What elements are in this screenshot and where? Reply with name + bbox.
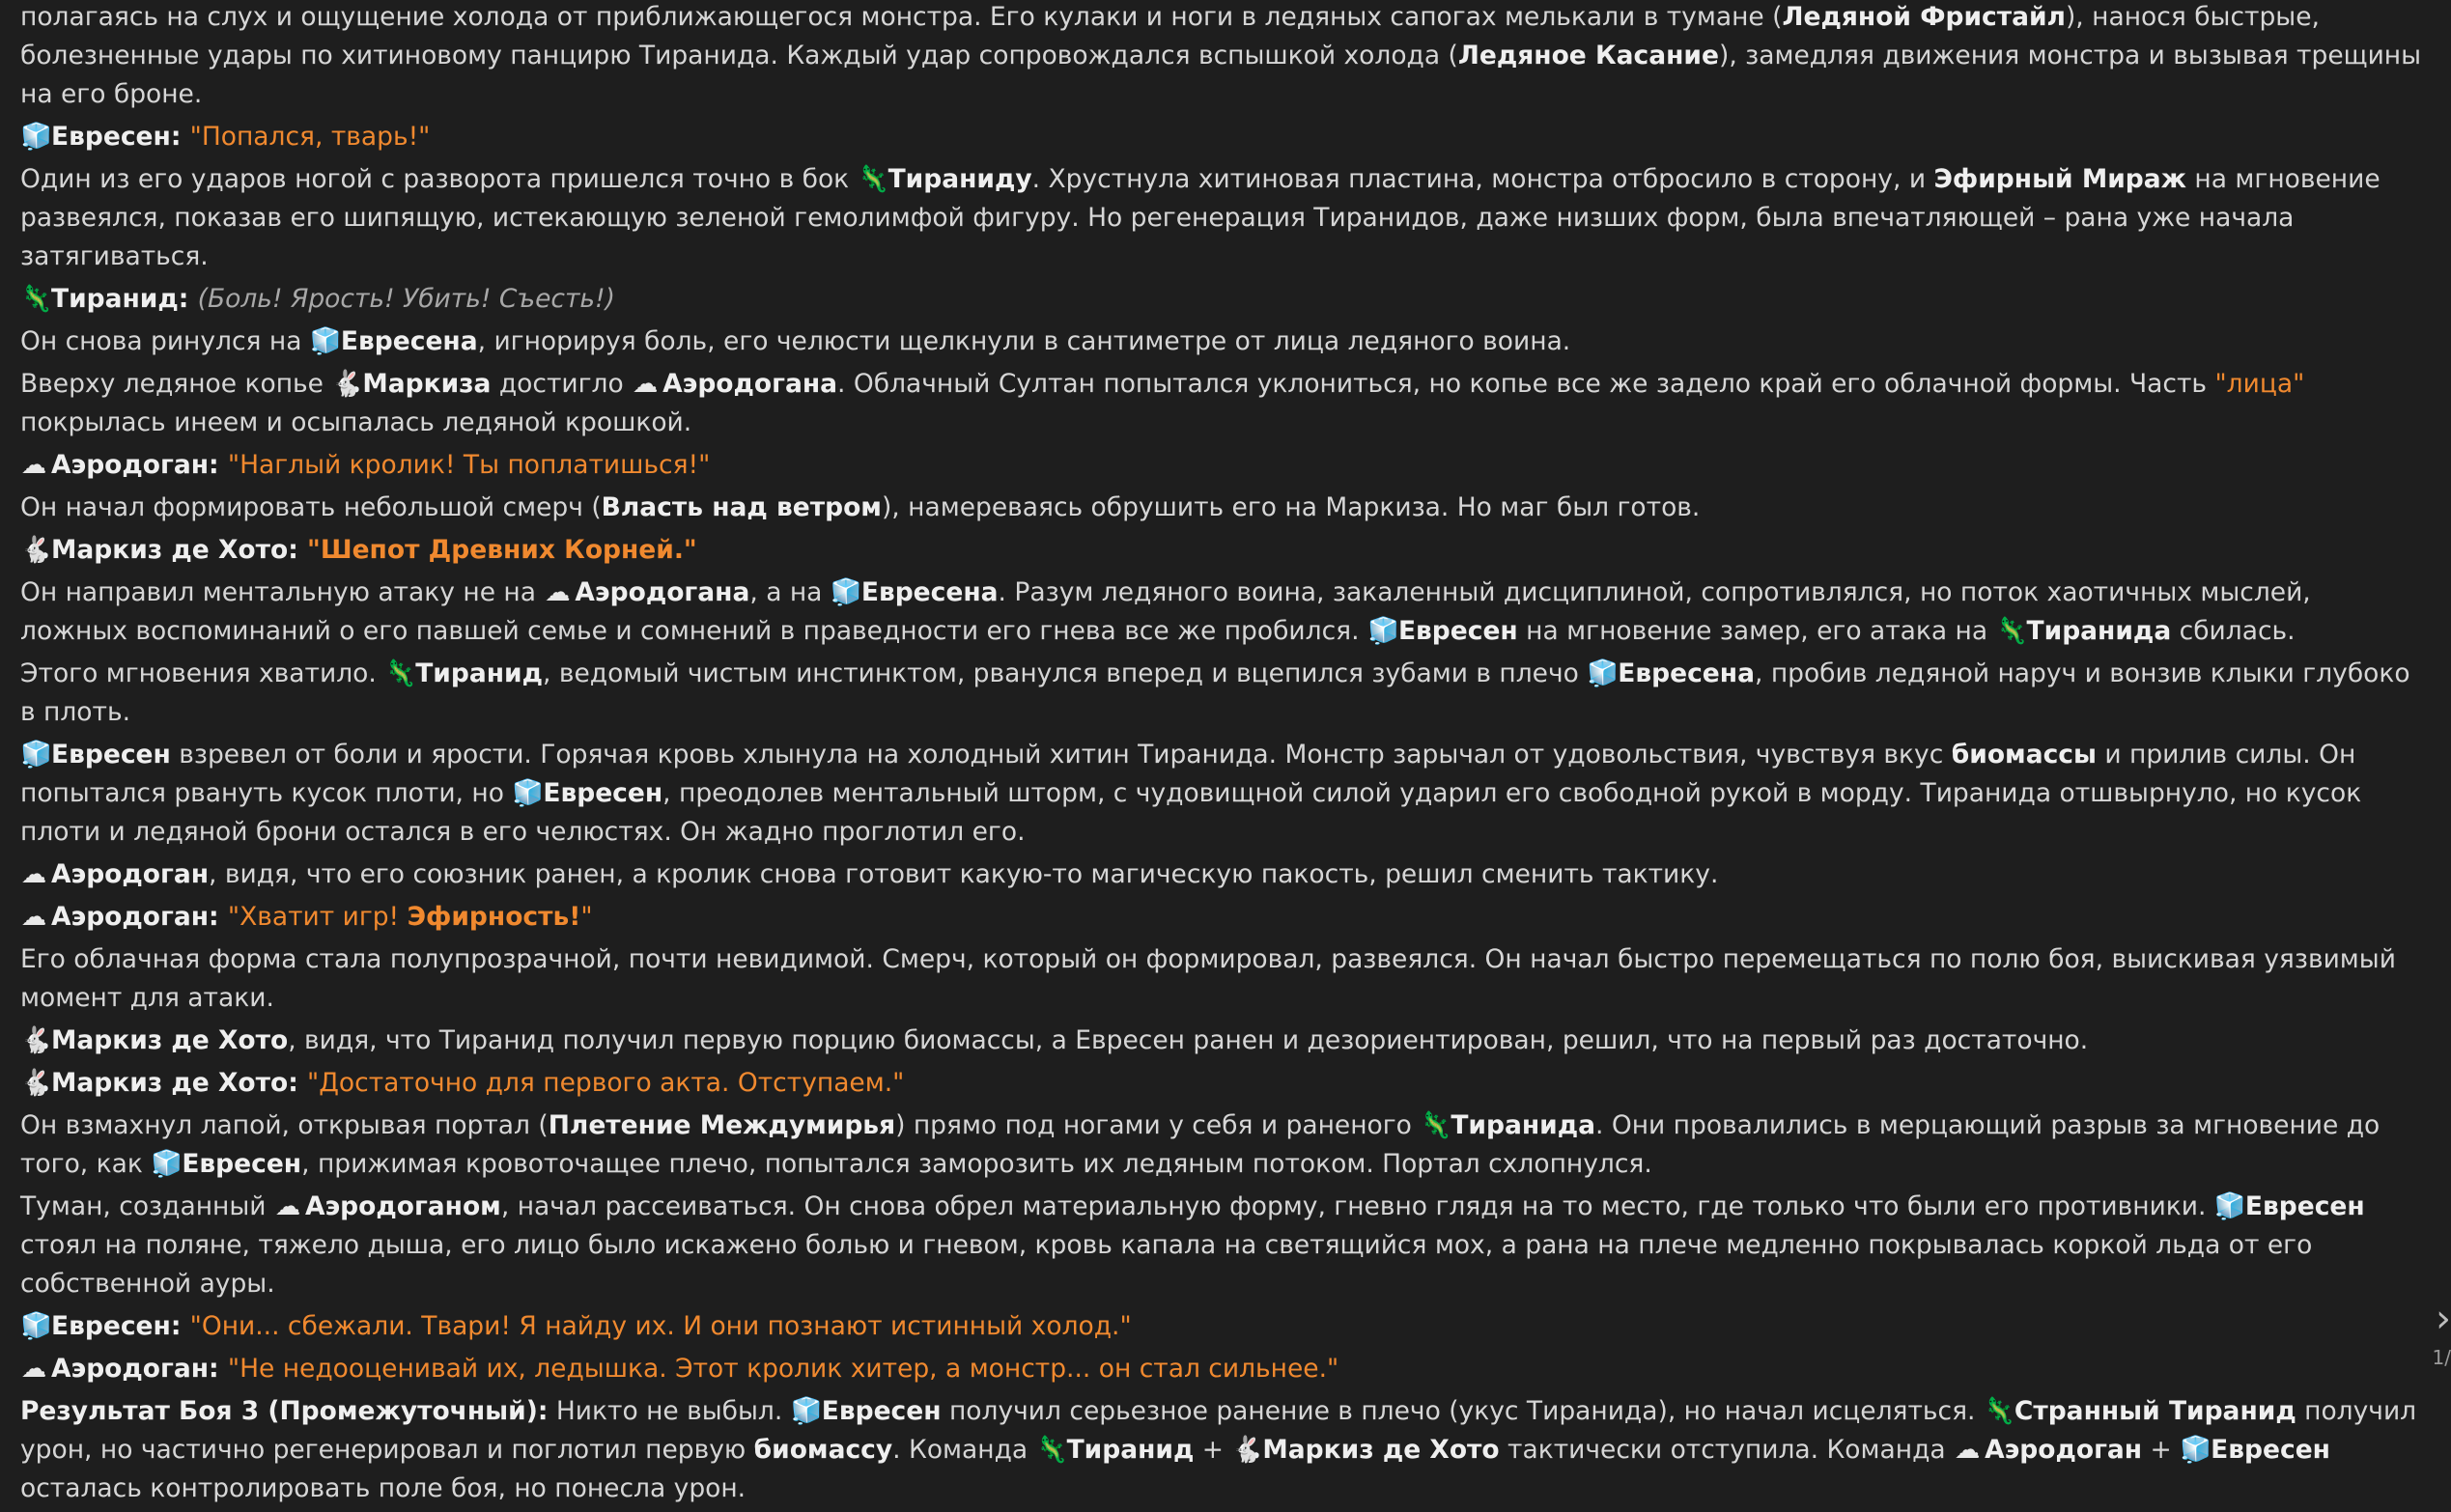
thought-text: (Боль! Ярость! Убить! Съесть!) xyxy=(197,284,615,314)
character-name: Евресен xyxy=(182,1149,302,1179)
result-label: Результат Боя 3 (Промежуточный): xyxy=(20,1396,549,1426)
skill-name: Ледяной Фристайл xyxy=(1782,2,2066,32)
rabbit-icon: 🐇 xyxy=(20,1025,52,1055)
character-name: Евресен xyxy=(51,740,171,770)
speaker-name: Аэродоган xyxy=(51,450,210,480)
lizard-icon: 🦎 xyxy=(20,284,52,314)
speaker-name: Евресен xyxy=(51,122,171,152)
lizard-icon: 🦎 xyxy=(1983,1396,2015,1426)
dialogue-quote: "Попался, тварь!" xyxy=(189,122,431,152)
character-name: Маркиза xyxy=(362,369,492,399)
character-name: Евресен xyxy=(2211,1435,2330,1465)
speaker-name: Маркиз де Хото xyxy=(51,1068,289,1098)
dialogue-line: 🐇Маркиз де Хото: "Шепот Древних Корней." xyxy=(20,531,2425,570)
narrative-paragraph: полагаясь на слух и ощущение холода от приближающегося монстра. Его кулаки и ноги в ледяных сапогах мелькали в тумане (Ледяной Фристайл), нанося быстрые, болезненные удары по хитиновому панцирю Тиранида. Каждый удар сопровождался вспышкой холода (Ледяное Касание), замедляя движения монстра и вызывая трещины на его броне. xyxy=(20,2,2422,109)
narrative-paragraph: Его облачная форма стала полупрозрачной, почти невидимой. Смерч, который он формировал, развеялся. Он начал быстро перемещаться по полю боя, выискивая уязвимый момент для атаки. xyxy=(20,944,2396,1013)
dialogue-quote: "Шепот Древних Корней." xyxy=(307,535,697,565)
character-name: Евресена xyxy=(1618,658,1755,688)
character-name: Тираниду xyxy=(887,164,1032,194)
skill-name: Ледяное Касание xyxy=(1457,41,1719,70)
character-name: Маркиз де Хото xyxy=(51,1025,289,1055)
character-name: Евресен xyxy=(1397,616,1518,646)
character-name: Маркиз де Хото xyxy=(1262,1435,1500,1465)
dialogue-quote: "Достаточно для первого акта. Отступаем." xyxy=(307,1068,905,1098)
rabbit-icon: 🐇 xyxy=(331,369,364,399)
character-name: Тиранида xyxy=(2026,616,2172,646)
ice-cube-icon: 🧊 xyxy=(20,1311,52,1341)
narrative-paragraph: Этого мгновения хватило. 🦎Тиранид, ведомый чистым инстинктом, рванулся вперед и вцепился зубами в плечо 🧊Евресена, пробив ледяной наруч и вонзив клыки глубоко в плоть. xyxy=(20,655,2425,732)
lizard-icon: 🦎 xyxy=(1035,1435,1068,1465)
speaker-name: Евресен xyxy=(51,1311,171,1341)
rabbit-icon: 🐇 xyxy=(1231,1435,1264,1465)
speaker-name: Тиранид xyxy=(51,284,179,314)
rabbit-icon: 🐇 xyxy=(20,535,52,565)
dialogue-line: 🧊Евресен: "Они... сбежали. Твари! Я найду их. И они познают истинный холод." xyxy=(20,1307,2425,1346)
character-name: Аэродоган xyxy=(1985,1435,2143,1465)
dialogue-line: 🐇Маркиз де Хото: "Достаточно для первого акта. Отступаем." xyxy=(20,1064,2425,1103)
skill-name: Эфирный Мираж xyxy=(1933,164,2186,194)
dialogue-quote: "Хватит игр! Эфирность!" xyxy=(227,902,593,932)
cloud-icon: ☁ xyxy=(274,1191,301,1221)
cloud-icon: ☁ xyxy=(1954,1435,1981,1465)
character-name: Странный Тиранид xyxy=(2014,1396,2296,1426)
ice-cube-icon: 🧊 xyxy=(830,577,862,607)
narrative-paragraph: Он взмахнул лапой, открывая портал (Плетение Междумирья) прямо под ногами у себя и раненого 🦎Тиранида. Они провалились в мерцающий разрыв за мгновение до того, как 🧊Евресен, прижимая кровоточащее плечо, попытался заморозить их ледяным потоком. Портал схлопнулся. xyxy=(20,1106,2425,1184)
ice-cube-icon: 🧊 xyxy=(2213,1191,2246,1221)
ice-cube-icon: 🧊 xyxy=(2180,1435,2212,1465)
character-name: Аэродоганом xyxy=(304,1191,501,1221)
ice-cube-icon: 🧊 xyxy=(151,1149,183,1179)
narrative-paragraph: Туман, созданный ☁ Аэродоганом, начал рассеиваться. Он снова обрел материальную форму, гневно глядя на то место, где только что были его противники. 🧊Евресен стоял на поляне, тяжело дыша, его лицо было искажено болью и гневом, кровь капала на светящийся мох, а рана на плече медленно покрывалась коркой льда от его собственной ауры. xyxy=(20,1188,2425,1303)
narrative-paragraph: Вверху ледяное копье 🐇Маркиза достигло ☁ Аэродогана. Облачный Султан попытался уклониться, но копье все же задело край его облачной формы. Часть "лица" покрылась инеем и осыпалась ледяной крошкой. xyxy=(20,365,2425,442)
dialogue-line: ☁ Аэродоган: "Не недооценивай их, ледышка. Этот кролик хитер, а монстр... он стал сильнее." xyxy=(20,1350,2425,1388)
narrative-paragraph: 🐇Маркиз де Хото, видя, что Тиранид получил первую порцию биомассы, а Евресен ранен и дезориентирован, решил, что на первый раз достаточно. xyxy=(20,1022,2425,1060)
dialogue-line: ☁ Аэродоган: "Хватит игр! Эфирность!" xyxy=(20,898,2425,937)
narrative-paragraph: Один из его ударов ногой с разворота пришелся точно в бок 🦎Тираниду. Хрустнула хитиновая пластина, монстра отбросило в сторону, и Эфирный Мираж на мгновение развеялся, показав его шипящую, истекающую зеленой гемолимфой фигуру. Но регенерация Тиранидов, даже низших форм, была впечатляющей – рана уже начала затягиваться. xyxy=(20,160,2425,276)
ice-cube-icon: 🧊 xyxy=(1587,658,1620,688)
narrative-paragraph: 🧊Евресен взревел от боли и ярости. Горячая кровь хлынула на холодный хитин Тиранида. Монстр зарычал от удовольствия, чувствуя вкус биомассы и прилив силы. Он попытался рвануть кусок плоти, но 🧊Евресен, преодолев ментальный шторм, с чудовищной силой ударил его свободной рукой в морду. Тиранида отшвырнуло, но кусок плоти и ледяной брони остался в его челюстях. Он жадно проглотил его. xyxy=(20,736,2425,852)
character-name: Тиранид xyxy=(415,658,543,688)
dialogue-line: 🧊Евресен: "Попался, тварь!" xyxy=(20,118,2425,156)
cloud-icon: ☁ xyxy=(20,859,47,889)
character-name: Тиранид xyxy=(1066,1435,1195,1465)
lizard-icon: 🦎 xyxy=(1420,1110,1452,1140)
ice-cube-icon: 🧊 xyxy=(1366,616,1399,646)
thought-line: 🦎Тиранид: (Боль! Ярость! Убить! Съесть!) xyxy=(20,280,2425,319)
narrative-paragraph: Он начал формировать небольшой смерч (Власть над ветром), намереваясь обрушить его на Маркиза. Но маг был готов. xyxy=(20,492,1701,522)
cloud-icon: ☁ xyxy=(20,450,47,480)
cloud-icon: ☁ xyxy=(20,902,47,932)
speaker-name: Маркиз де Хото xyxy=(51,535,289,565)
ice-cube-icon: 🧊 xyxy=(20,740,52,770)
page-counter: 1/ xyxy=(2432,1346,2451,1369)
skill-name: Власть над ветром xyxy=(601,492,882,522)
cloud-icon: ☁ xyxy=(545,577,571,607)
ice-cube-icon: 🧊 xyxy=(790,1396,823,1426)
keyword: биомассу xyxy=(753,1435,893,1465)
speaker-name: Аэродоган xyxy=(51,902,210,932)
ice-cube-icon: 🧊 xyxy=(309,326,342,356)
character-name: Аэродогана xyxy=(662,369,838,399)
lizard-icon: 🦎 xyxy=(384,658,417,688)
dialogue-line: ☁ Аэродоган: "Наглый кролик! Ты поплатишься!" xyxy=(20,446,2425,485)
character-name: Евресен xyxy=(821,1396,942,1426)
character-name: Евресена xyxy=(860,577,999,607)
dialogue-quote: "Наглый кролик! Ты поплатишься!" xyxy=(227,450,711,480)
cloud-icon: ☁ xyxy=(632,369,659,399)
character-name: Евресена xyxy=(340,326,478,356)
chat-transcript xyxy=(20,0,2425,1512)
skill-name: Плетение Междумирья xyxy=(548,1110,896,1140)
rabbit-icon: 🐇 xyxy=(20,1068,52,1098)
cloud-icon: ☁ xyxy=(20,1354,47,1384)
narrative-paragraph: ☁ Аэродоган, видя, что его союзник ранен, а кролик снова готовит какую-то магическую пакость, решил сменить тактику. xyxy=(20,855,2425,894)
dialogue-quote: "Не недооценивай их, ледышка. Этот кролик хитер, а монстр... он стал сильнее." xyxy=(227,1354,1339,1384)
character-name: Аэродоган xyxy=(51,859,210,889)
ice-cube-icon: 🧊 xyxy=(20,122,52,152)
narrative-paragraph: Он снова ринулся на 🧊Евресена, игнорируя боль, его челюсти щелкнули в сантиметре от лица ледяного воина. xyxy=(20,322,2425,361)
ice-cube-icon: 🧊 xyxy=(512,778,545,808)
next-arrow-icon[interactable]: › xyxy=(2436,1297,2451,1341)
speaker-name: Аэродоган xyxy=(51,1354,210,1384)
battle-result: Результат Боя 3 (Промежуточный): Никто не выбыл. 🧊Евресен получил серьезное ранение в плечо (укус Тиранида), но начал исцеляться. 🦎Странный Тиранид получил урон, но частично регенерировал и поглотил первую биомассу. Команда 🦎Тиранид + 🐇Маркиз де Хото тактически отступила. Команда ☁ Аэродоган + 🧊Евресен осталась контролировать поле боя, но понесла урон. xyxy=(20,1392,2425,1508)
character-name: Аэродогана xyxy=(575,577,750,607)
character-name: Тиранида xyxy=(1451,1110,1595,1140)
dialogue-quote: "Они... сбежали. Твари! Я найду их. И они познают истинный холод." xyxy=(189,1311,1132,1341)
character-name: Евресен xyxy=(543,778,663,808)
narrative-paragraph: Он направил ментальную атаку не на ☁ Аэродогана, а на 🧊Евресена. Разум ледяного воина, закаленный дисциплиной, сопротивлялся, но поток хаотичных мыслей, ложных воспоминаний о его павшей семье и сомнений в праведности его гнева все же пробился. 🧊Евресен на мгновение замер, его атака на 🦎Тиранида сбилась. xyxy=(20,574,2425,651)
lizard-icon: 🦎 xyxy=(1995,616,2028,646)
keyword: биомассы xyxy=(1951,740,2097,770)
lizard-icon: 🦎 xyxy=(857,164,889,194)
character-name: Евресен xyxy=(2244,1191,2365,1221)
